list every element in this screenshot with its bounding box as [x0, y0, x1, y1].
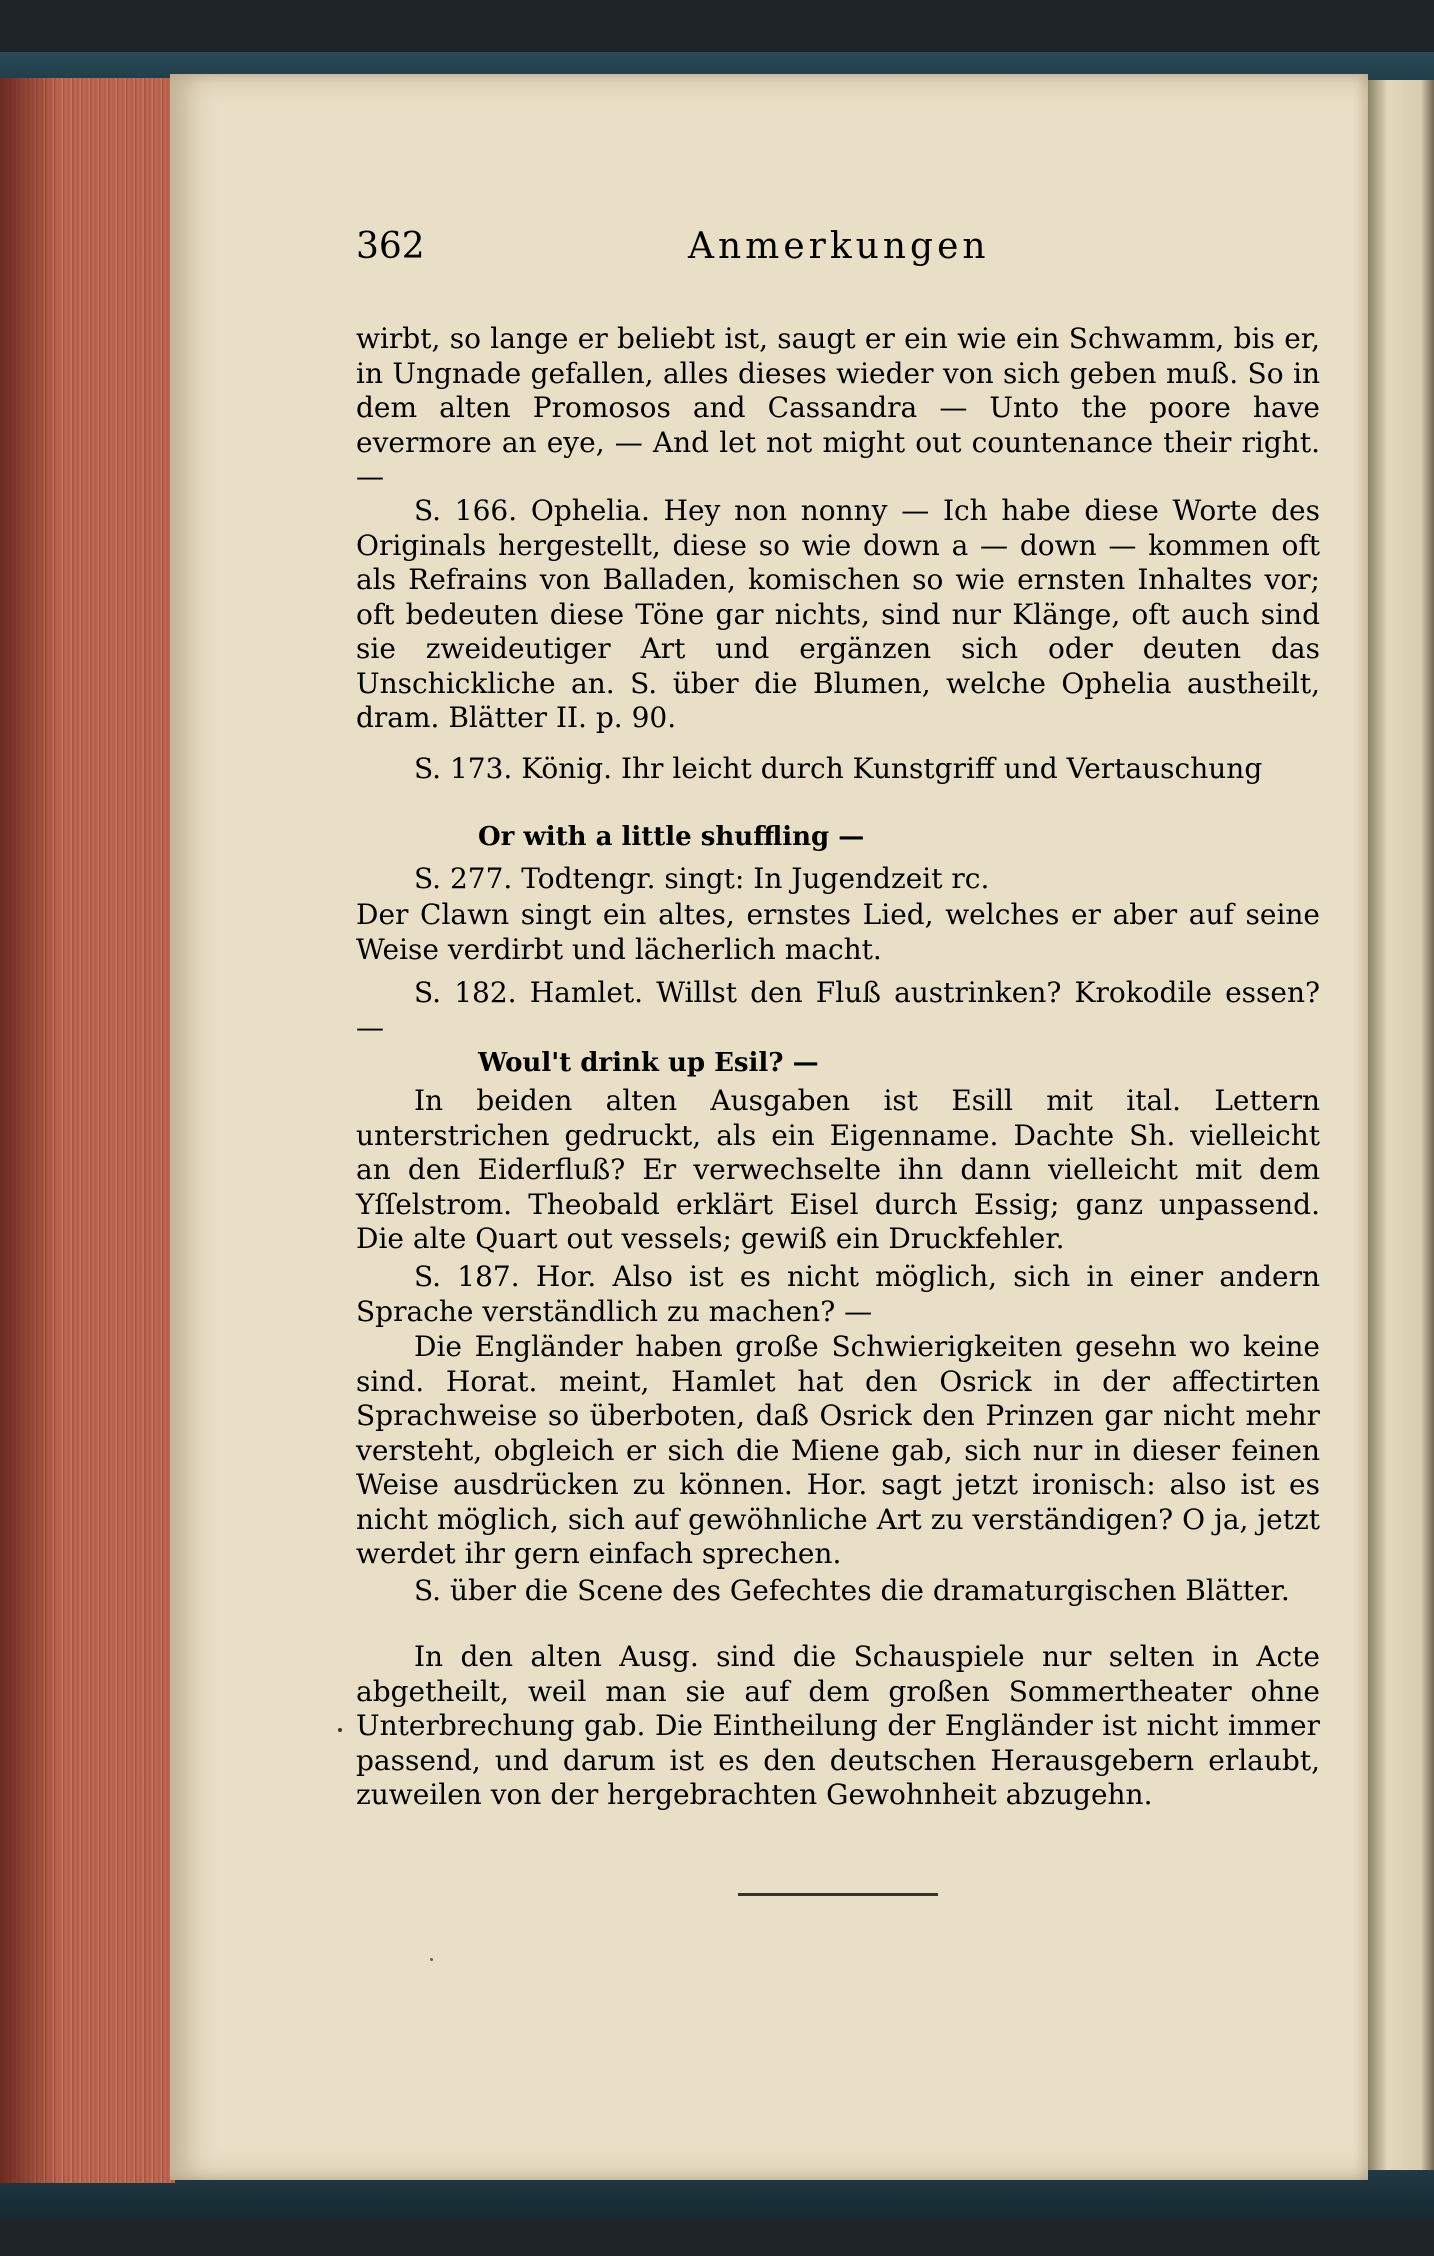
- paragraph-clawn: Der Clawn singt ein altes, ernstes Lied, welches er aber auf seine Weise verdirbt und lächerlich macht.: [356, 898, 1320, 966]
- paragraph-englaender: Die Engländer haben große Schwierigkeiten gesehn wo keine sind. Horat. meint, Hamlet hat den Osrick in der affectirten Sprachweise so überboten, daß Osrick den Prinzen gar nicht mehr versteht, obgleich er sich die Miene gab, sich nur in dieser feinen Weise ausdrücken zu können. Hor. sagt jetzt ironisch: also ist es nicht möglich, sich auf gewöhnliche Art zu verständigen? O ja, jetzt werdet ihr gern einfach sprechen.: [356, 1330, 1320, 1570]
- spine-shadow: [0, 78, 60, 2183]
- page-number: 362: [356, 226, 425, 267]
- paragraph-hor: S. 187. Hor. Also ist es nicht möglich, sich in einer andern Sprache verständlich zu machen? —: [356, 1260, 1320, 1328]
- end-rule: [738, 1893, 938, 1896]
- paragraph-koenig: S. 173. König. Ihr leicht durch Kunstgriff und Vertauschung: [414, 752, 1263, 785]
- paragraph-todtengraeber: S. 277. Todtengr. singt: In Jugendzeit rc.: [414, 862, 990, 895]
- ink-speck: [338, 1728, 342, 1732]
- paragraph-esill: In beiden alten Ausgaben ist Esill mit ital. Lettern unterstrichen gedruckt, als ein Eigenname. Dachte Sh. vielleicht an den Eiderfluß? Er verwechselte ihn dann vielleicht mit dem Yſſelstrom. Theobald erklärt Eisel durch Essig; ganz unpassend. Die alte Quart out vessels; gewiß ein Druckfehler.: [356, 1084, 1320, 1255]
- paragraph-ausgaben: In den alten Ausg. sind die Schauspiele nur selten in Acte abgetheilt, weil man sie auf dem großen Sommertheater ohne Unterbrechung gab. Die Eintheilung der Engländer ist nicht immer passend, und darum ist es den deutschen Herausgebern erlaubt, zuweilen von der hergebrachten Gewohnheit abzugehn.: [356, 1640, 1320, 1811]
- paragraph-ophelia: S. 166. Ophelia. Hey non nonny — Ich habe diese Worte des Originals hergestellt, diese so wie down a — down — kommen oft als Refrains von Balladen, komischen so wie ernsten Inhaltes vor; oft bedeuten diese Töne gar nichts, sind nur Klänge, oft auch sind sie zweideutiger Art und ergänzen sich oder deuten das Unschickliche an. S. über die Blumen, welche Ophelia austheilt, dram. Blätter II. p. 90.: [356, 494, 1320, 734]
- page-title: Anmerkungen: [688, 226, 990, 267]
- paragraph-scene: S. über die Scene des Gefechtes die dramaturgischen Blätter.: [414, 1574, 1290, 1607]
- paragraph-hamlet: S. 182. Hamlet. Willst den Fluß austrinken? Krokodile essen? —: [356, 976, 1320, 1044]
- quote-esil: Woul't drink up Esil? —: [478, 1048, 819, 1078]
- ink-speck: [430, 1958, 433, 1961]
- quote-shuffling: Or with a little shuffling —: [478, 822, 865, 852]
- right-page-edge: [1368, 80, 1434, 2170]
- paragraph-1: wirbt, so lange er beliebt ist, saugt er ein wie ein Schwamm, bis er, in Ungnade gefallen, alles dieses wieder von sich geben muß. So in dem alten Promosos and Cassandra — Unto the poore have evermore an eye, — And let not might out countenance their right. —: [356, 322, 1320, 493]
